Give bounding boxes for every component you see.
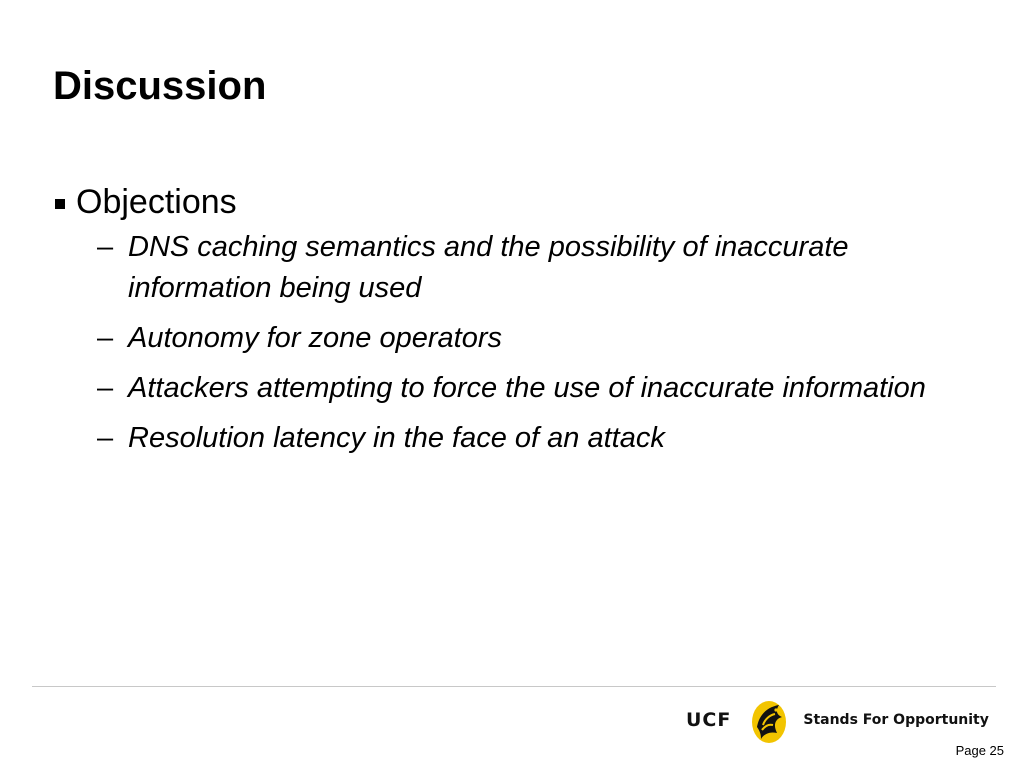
bullet-list: [55, 180, 985, 468]
sub-bullet-text: Resolution latency in the face of an attack: [128, 422, 665, 454]
square-bullet-icon: [55, 199, 65, 209]
pegasus-icon: [749, 695, 789, 745]
dash-marker: –: [97, 322, 114, 354]
bullet-content: [76, 180, 988, 468]
sub-bullet-text: DNS caching semantics and the possibility of inaccurate information being used: [128, 231, 849, 304]
dash-marker: –: [97, 372, 114, 404]
dash-marker: –: [97, 422, 114, 454]
dash-marker: –: [97, 231, 114, 263]
sub-bullet-list: [76, 227, 988, 459]
sub-bullet-item: [97, 368, 988, 409]
ucf-logo: [686, 694, 989, 746]
slide-title: Discussion: [53, 64, 267, 108]
sub-bullet-text: Attackers attempting to force the use of inaccurate information: [128, 372, 926, 404]
sub-bullet-text: Autonomy for zone operators: [128, 322, 502, 354]
page-number: Page 25: [955, 743, 1004, 758]
logo-tagline: Stands For Opportunity: [803, 712, 989, 728]
logo-wordmark: UCF: [686, 709, 732, 731]
sub-bullet-item: [97, 318, 988, 359]
bullet-label: Objections: [76, 183, 237, 221]
sub-bullet-item: [97, 418, 988, 459]
footer-divider: [32, 686, 996, 687]
bullet-item: [55, 180, 985, 468]
sub-bullet-item: [97, 227, 988, 309]
